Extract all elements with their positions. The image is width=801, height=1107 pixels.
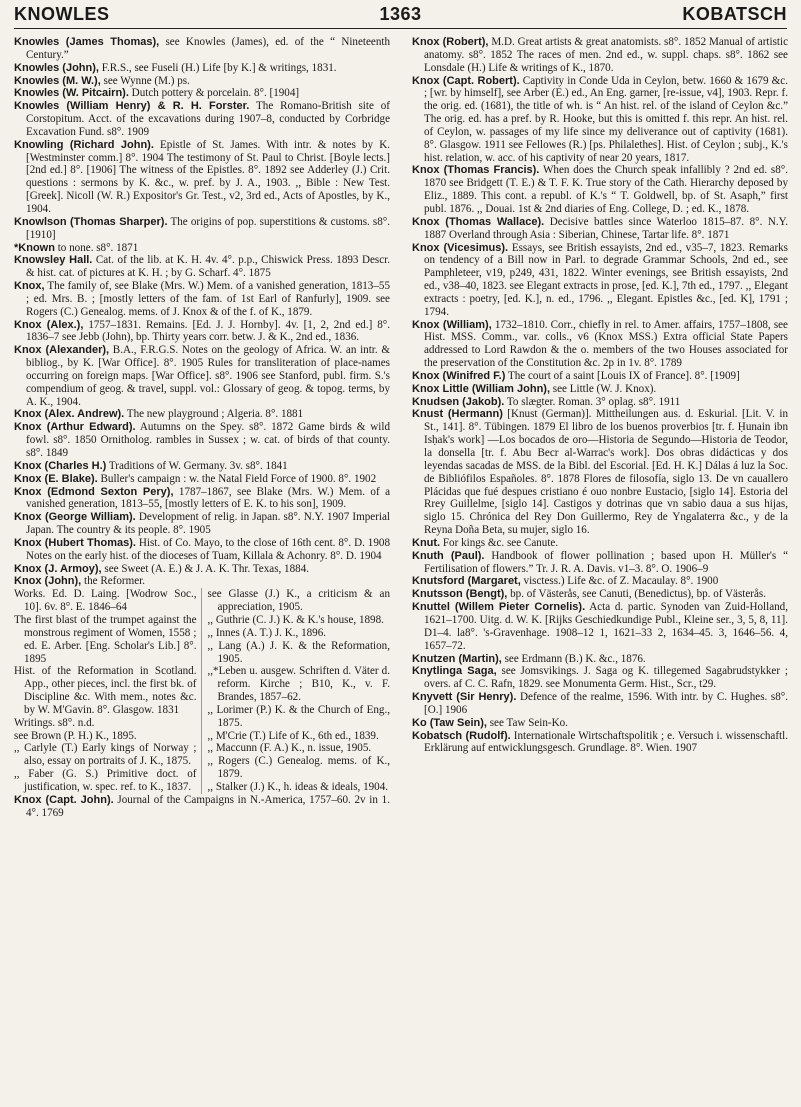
entry: Knutsford (Margaret, visctess.) Life &c. of Z. Macaulay. 8°. 1900 [412,575,719,588]
entry: Knowles (M. W.), see Wynne (M.) ps. [14,74,190,87]
entry: Knowles (John), F.R.S., see Fuseli (H.) Life [by K.] & writings, 1831. [14,61,337,74]
entry: Knox (George William). Development of relig. in Japan. s8°. N.Y. 1907 Imperial Japan. The country & its people. 8°. 1905 [14,511,390,537]
entry: Knowles (William Henry) & R. H. Forster. The Romano-British site of Corstopitum. Acct. of the excavations during 1907–8, conducted by Corbridge Excavation Fund. s8°. 1909 [14,100,390,138]
entry: Knox (Thomas Wallace). Decisive battles since Waterloo 1815–87. 8°. N.Y. 1887 Overland through Asia : Siberian, Chinese, Tartar life. 8°. 1871 [412,215,788,241]
entry: Kobatsch (Rudolf). Internationale Wirtschaftspolitik ; e. Versuch i. wissenschaftl. Erklärung auf entwicklungsgesch. Grundlage. 8°. Wien. 1907 [412,729,788,755]
entry: Knox (Vicesimus). Essays, see British essayists, 2nd ed., v35–7, 1823. Remarks on tendency of a Bill now in Parl. to degrade Grammar Schools, 2nd ed., see Pamphleteer, v19, p249, 431, 1822. Winter evenings, see British essayists, 2nd ed., v38–40, 1823. see Elegant extracts in prose, [ed. K.], 7th ed., 1797. ,, Elegant extracts : poetry, [ed. K.], n. ed., 1796. ,, Elegant. Epistles &c., [ed. K], 1791 ; 1794. [412,241,788,318]
entry: Knutsson (Bengt), bp. of Västerås, see Canuti, (Benedictus), bp. of Västerås. [412,588,767,601]
entry: Knyvett (Sir Henry). Defence of the realme, 1596. With intr. by C. Hughes. s8°. [O.] 1906 [412,691,788,716]
entry: Knox (Edmond Sexton Pery), 1787–1867, see Blake (Mrs. W.) Mem. of a vanished generation, 1813–55, [mostly letters of E. K. to his son], 1909. [14,485,390,511]
entry: Knox (Alex. Andrew). The new playground ; Algeria. 8°. 1881 [14,408,304,421]
entry: Knox (William), 1732–1810. Corr., chiefly in rel. to Amer. affairs, 1757–1808, see Hist. MSS. Comm., var. colls., v6 (Knox MSS.) Extra official State Papers addressed to Lord Rawdon & the o. members of the two Houses associated for the preservation of the Constitution &c. 2p in 1v. 8°. 1789 [412,318,788,370]
right-column [412,36,788,1102]
entry: Knox (Alexander), B.A., F.R.G.S. Notes on the geology of Africa. W. an intr. & bibliog., by K. [War Office]. 8°. 1905 Rules for transliteration of place-names occurring on foreign maps. [War Office]. s8°. 1906 see Stanford, publ. firm. S.'s compendium of geog. & travel, suppl. vol.: Glossary of geog. & topog. terms, by A. K., 1904. [14,344,390,408]
entry: Knox (Hubert Thomas). Hist. of Co. Mayo, to the close of 16th cent. 8°. D. 1908 Notes on the early hist. of the dioceses of Tuam, Killala & Achonry. 8°. D. 1904 [14,536,390,562]
running-header [14,4,787,30]
header-left-word: KNOWLES [14,4,110,24]
entry: Knust (Hermann) [Knust (German)]. Mittheilungen aus. d. Eskurial. [Lit. V. in St., 141]. 8°. Tübingen. 1879 El libro de los buenos proverbios [tr. f. Ḥunain ibn Isḥak's work] —Los bocados de oro—Historia de Segundo—Historia de Teodor, la donsella [tr. f. Abu Becr al-Warrac's work]. Dos obras didácticas y dos leyendas sacadas de MSS. de la Bibl. del Escorial. [Ed. H. K.] Dálas á luz la Soc. de Bibliófilos Españoles. 8°. 1878 Flores de filosofía, siglo 13. De vn cauallero Plácidas que fué despues cristiano é ouo nonbre Eustacio, [siglo 14]. Estoria del Rrey Guillelme, [siglo 14]. Castigos y dotrinas que vn sabio daua a sus hijas, siglo 15. Chrónica del Rey Don Guillermo, Rey de Yngalaterra &c., y de la Reyna Doña Beta, su mujer, siglo 16. [412,408,788,537]
entry: Knutzen (Martin), see Erdmann (B.) K. &c., 1876. [412,652,646,665]
entry: Knox (Capt. Robert). Captivity in Conde Uda in Ceylon, betw. 1660 & 1679 &c. ; [wr. by himself], see Arber (E.) ed., An Eng. garner, [re-issue, v4], 1903. Repr. f. the orig. ed. (1681), the title of wh. is “ An hist. rel. of the island of Ceylon &c.” The orig. ed. has a pref. by R. Hooke, but this is omitted f. this repr. An hist. rel. of Ceylon, w. passages of my life since my deliverance out of captivity (1681). 8°. Glasgow. 1911 see Fellowes (R.) [ps. Philalethes]. Hist. of Ceylon ; subj., K.'s hist. relation, w. acc. of his captivity of near 20 years, 1817. [412,74,788,164]
entry: *Known to none. s8°. 1871 [14,241,139,254]
entry: Ko (Taw Sein), see Taw Sein-Ko. [412,716,568,729]
entry: Knox (Robert), M.D. Great artists & great anatomists. s8°. 1852 Manual of artistic anatomy. s8°. 1852 The races of men. 2nd ed., w. suppl. chaps. s8°. 1862 see Lonsdale (H.) Life & writings of K., 1870. [412,36,788,74]
entry: Knox (Capt. John). Journal of the Campaigns in N.-America, 1757–60. 2v in 1. 4°. 1769 [14,793,390,819]
entry: Knowsley Hall. Cat. of the lib. at K. H. 4v. 4°. p.p., Chiswick Press. 1893 Descr. & hist. cat. of pictures at K. H. ; by G. Scharf. 4°. 1875 [14,254,390,280]
entry: Knytlinga Saga, see Jomsvikings. J. Saga og K. tillegemed Sagabrudstykker ; overs. af C. C. Rafn, 1829. see Monumenta Germ. Hist., Scr., t29. [412,665,788,691]
entry: Knox (Thomas Francis). When does the Church speak infallibly ? 2nd ed. s8°. 1870 see Bridgett (T. E.) & T. F. K. True story of the Cath. Hierarchy deposed by Eliz., 1889. This cont. a republ. of K.'s “ T. Goldwell, bp. of St. Asaph,” first publ. 1876. ,, Douai. 1st & 2nd diaries of Eng. College, D. ; ed. K., 1878. [412,164,788,215]
entry: Knox (Arthur Edward). Autumns on the Spey. s8°. 1872 Game birds & wild fowl. s8°. 1850 Ornitholog. rambles in Sussex ; w. cat. of birds of that county. s8°. 1849 [14,421,390,459]
entry: Knowlson (Thomas Sharper). The origins of pop. superstitions & customs. s8°. [1910] [14,215,390,241]
entry: Knuth (Paul). Handbook of flower pollination ; based upon H. Müller's “ Fertilisation of flowers.” Tr. J. R. A. Davis. v1–3. 8°. O. 1906–9 [412,549,788,575]
entry: Knox (Alex.), 1757–1831. Remains. [Ed. J. J. Hornby]. 4v. [1, 2, 2nd ed.] 8°. 1836–7 see Jebb (John), bp. Thirty years corr. betw. J. & K., 2nd ed., 1836. [14,318,390,344]
entry: Knudsen (Jakob). To slægter. Roman. 3° oplag. s8°. 1911 [412,395,681,408]
entry: Knox (Winifred F.) The court of a saint [Louis IX of France]. 8°. [1909] [412,369,740,382]
entry: Knox Little (William John), see Little (W. J. Knox). [412,382,657,395]
knox-john-works: Works. Ed. D. Laing. [Wodrow Soc., 10]. 6v. 8°. E. 1846–64 The first blast of the trumpet against the monstrous regiment of Women, 1558 ; ed. E. Arber. [Eng. Scholar's Lib.] 8°. 1895 Hist. of the Reformation in Scotland. App., other pieces, incl. the first bk. of Discipline &c. With mem., notes &c. by W. M'Gavin. 8°. Glasgow. 1831 Writings. s8°. n.d. see Brown (P. H.) K., 1895. ,, Carlyle (T.) Early kings of Norway ; also, essay on portraits of J. K., 1875. ,, Faber (G. S.) Primitive doct. of justification, w. spec. ref. to K., 1837. [14,588,202,794]
entry: Knut. For kings &c. see Canute. [412,536,559,549]
left-column [14,36,390,1102]
entry: Knowles (James Thomas), see Knowles (James), ed. of the “ Nineteenth Century.” [14,36,390,61]
entry: Knuttel (Willem Pieter Cornelis). Acta d. partic. Synoden van Zuid-Holland, 1621–1700. Uitg. d. W. K. [Rijks Geschiedkundige Publ., Kleine ser., 3, 5, 8, 11]. D1–4. la8°. 's-Gravenhage. 1908–12 1, 1621–33 2, 1634–45. 3, 1646–56. 4, 1657–72. [412,601,788,652]
knox-john-refs: see Glasse (J.) K., a criticism & an appreciation, 1905. ,, Guthrie (C. J.) K. & K.'s house, 1898. ,, Innes (A. T.) J. K., 1896. ,, Lang (A.) J. K. & the Reformation, 1905. ,,*Leben u. ausgew. Schriften d. Väter d. reform. Kirche ; B10, K., v. F. Brandes, 1857–62. ,, Lorimer (P.) K. & the Church of Eng., 1875. ,, M'Crie (T.) Life of K., 6th ed., 1839. ,, Maccunn (F. A.) K., n. issue, 1905. ,, Rogers (C.) Genealog. mems. of K., 1879. ,, Stalker (J.) K., h. ideas & ideals, 1904. [207,588,390,793]
header-rule [14,28,787,29]
entry: Knox (J. Armoy), see Sweet (A. E.) & J. A. K. Thr. Texas, 1884. [14,562,310,575]
page-number: 1363 [379,4,422,24]
entry: Knowling (Richard John). Epistle of St. James. With intr. & notes by K. [Westminster comm.] 8°. 1904 The testimony of St. Paul to Christ. [Boyle lects.] [2nd ed.] 8°. [1906] The witness of the Epistles. 8°. 1892 see Adderley (J.) Crit. questions : sermons by K. &c., w. pref. by J. A., 1903. ,, Bible : New Test. [Greek]. Nicoll (W. R.) Expositor's Gr. Test., v2, 3rd ed., Acts of Apostles, by K., 1904. [14,138,390,215]
entry: Knox (E. Blake). Buller's campaign : w. the Natal Field Force of 1900. 8°. 1902 [14,472,377,485]
entry: Knox (Charles H.) Traditions of W. Germany. 3v. s8°. 1841 [14,459,288,472]
entry: Knox (John), the Reformer. [14,575,145,588]
entry: Knowles (W. Pitcairn). Dutch pottery & porcelain. 8°. [1904] [14,87,300,100]
knox-john-subcolumns [14,588,390,794]
header-right-word: KOBATSCH [682,4,787,24]
entry: Knox, The family of, see Blake (Mrs. W.) Mem. of a vanished generation, 1813–55 ; ed. Mrs. B. ; [mostly letters of the fam. of 1st Earl of Ranfurly], 1909. see Rogers (C.) Genealog. mems. of J. Knox & of the f. of K., 1879. [14,280,390,318]
